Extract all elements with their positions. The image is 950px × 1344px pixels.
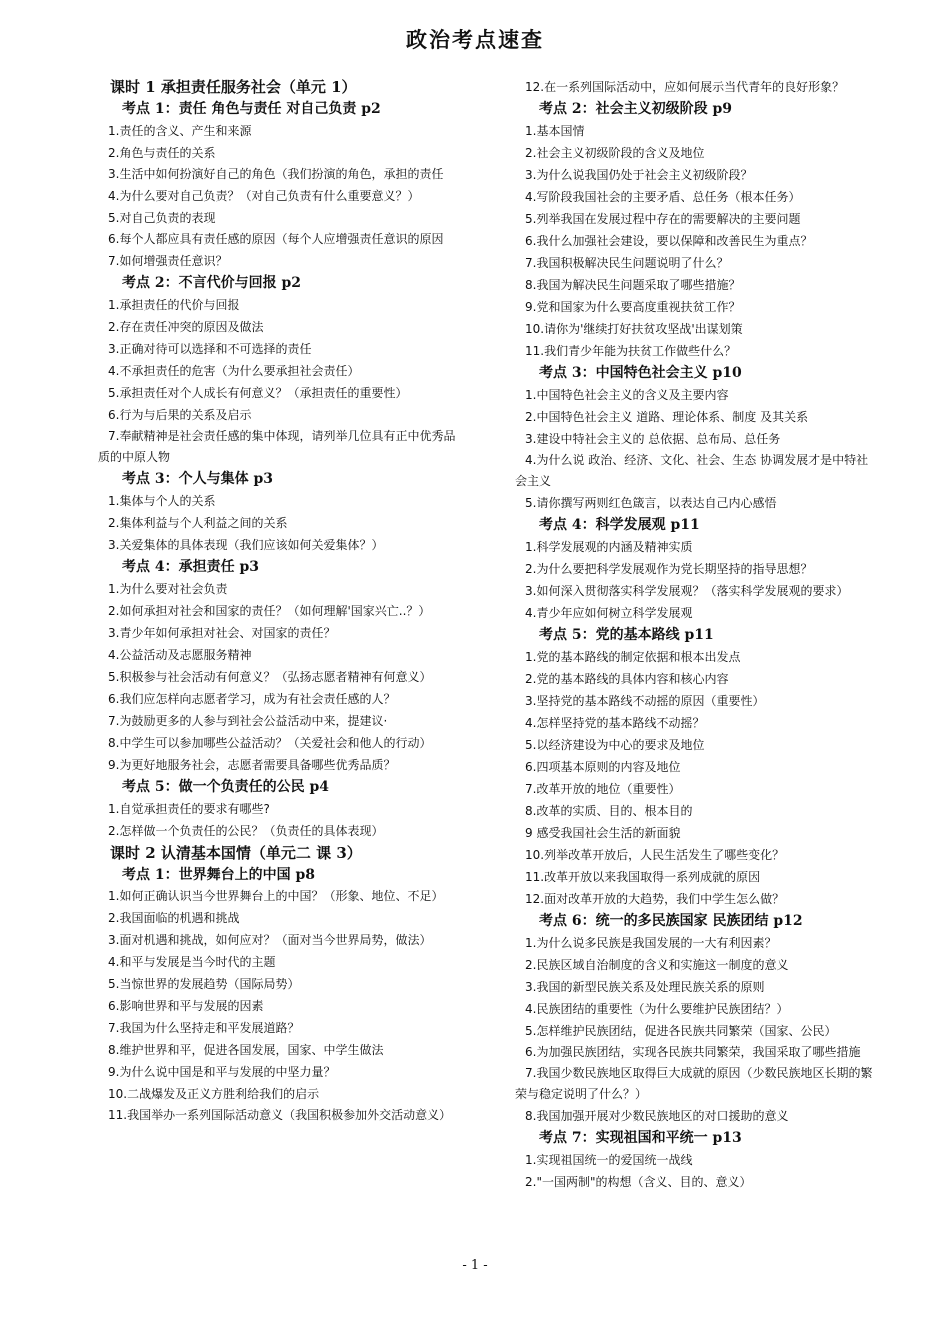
- right-column: [515, 76, 875, 1193]
- page-title: 政治考点速查: [406, 27, 544, 52]
- list-item: 7.为鼓励更多的人参与到社会公益活动中来，提建议·: [108, 714, 388, 728]
- keypoint-heading: 考点 4：科学发展观 p11: [539, 517, 700, 533]
- list-item: 4.为什么说 政治、经济、文化、社会、生态 协调发展才是中特社会主义: [515, 453, 869, 488]
- list-item: 5.以经济建设为中心的要求及地位: [525, 738, 705, 752]
- list-item: 2.怎样做一个负责任的公民？（负责任的具体表现）: [108, 824, 384, 838]
- list-item: 2.社会主义初级阶段的含义及地位: [525, 146, 705, 160]
- list-item: 8.改革的实质、目的、根本目的: [525, 804, 693, 818]
- keypoint-heading: 考点 3：中国特色社会主义 p10: [539, 365, 742, 381]
- list-item: 5.请你撰写两则红色箴言，以表达自己内心感悟: [525, 496, 777, 510]
- list-item: 3.青少年如何承担对社会、对国家的责任？: [108, 626, 336, 640]
- list-item: 7.奉献精神是社会责任感的集中体现，请列举几位具有正中优秀品质的中原人物: [98, 429, 456, 464]
- list-item: 1.为什么要对社会负责: [108, 582, 228, 596]
- left-column: [98, 76, 458, 1126]
- list-item: 1.承担责任的代价与回报: [108, 298, 240, 312]
- list-item: 4.青少年应如何树立科学发展观: [525, 606, 693, 620]
- lesson-heading: 课时 1 承担责任服务社会（单元 1）: [110, 78, 357, 96]
- list-item: 1.科学发展观的内涵及精神实质: [525, 540, 693, 554]
- keypoint-heading: 考点 2：不言代价与回报 p2: [122, 275, 302, 291]
- list-item: 7.我国少数民族地区取得巨大成就的原因（少数民族地区长期的繁荣与稳定说明了什么？）: [515, 1066, 873, 1101]
- list-item: 6.我们应怎样向志愿者学习，成为有社会责任感的人？: [108, 692, 396, 706]
- list-item: 4.为什么要对自己负责？（对自己负责有什么重要意义？）: [108, 189, 420, 203]
- page-number: - 1 -: [462, 1258, 488, 1273]
- list-item: 4.不承担责任的危害（为什么要承担社会责任）: [108, 364, 360, 378]
- list-item: 2.党的基本路线的具体内容和核心内容: [525, 672, 729, 686]
- list-item: 9 感受我国社会生活的新面貌: [525, 826, 681, 840]
- keypoint-heading: 考点 7：实现祖国和平统一 p13: [539, 1130, 742, 1146]
- list-item: 5.对自己负责的表现: [108, 211, 216, 225]
- list-item: 1.如何正确认识当今世界舞台上的中国？（形象、地位、不足）: [108, 889, 444, 903]
- list-item: 4.怎样坚持党的基本路线不动摇？: [525, 716, 705, 730]
- list-item: 3.坚持党的基本路线不动摇的原因（重要性）: [525, 694, 765, 708]
- list-item: 7.改革开放的地位（重要性）: [525, 782, 681, 796]
- list-item: 9.为什么说中国是和平与发展的中坚力量？: [108, 1065, 336, 1079]
- list-item: 10.列举改革开放后，人民生活发生了哪些变化？: [525, 848, 785, 862]
- list-item: 1.为什么说多民族是我国发展的一大有利因素？: [525, 936, 777, 950]
- keypoint-heading: 考点 5：党的基本路线 p11: [539, 627, 714, 643]
- list-item: 7.我国积极解决民生问题说明了什么？: [525, 256, 729, 270]
- list-item: 6.影响世界和平与发展的因素: [108, 999, 264, 1013]
- keypoint-heading: 考点 4：承担责任 p3: [122, 559, 260, 575]
- list-item: 6.每个人都应具有责任感的原因（每个人应增强责任意识的原因: [108, 232, 444, 246]
- list-item: 2."一国两制"的构想（含义、目的、意义）: [525, 1175, 752, 1189]
- list-item: 2.中国特色社会主义 道路、理论体系、制度 及其关系: [525, 410, 809, 424]
- list-item: 3.建设中特社会主义的 总依据、总布局、总任务: [525, 432, 781, 446]
- list-item: 3.关爱集体的具体表现（我们应该如何关爱集体？）: [108, 538, 384, 552]
- list-item: 11.改革开放以来我国取得一系列成就的原因: [525, 870, 761, 884]
- list-item: 4.写阶段我国社会的主要矛盾、总任务（根本任务）: [525, 190, 801, 204]
- list-item: 5.怎样维护民族团结，促进各民族共同繁荣（国家、公民）: [525, 1024, 837, 1038]
- lesson-heading: 课时 2 认清基本国情（单元二 课 3）: [110, 844, 362, 862]
- list-item: 1.责任的含义、产生和来源: [108, 124, 252, 138]
- list-item: 2.民族区域自治制度的含义和实施这一制度的意义: [525, 958, 789, 972]
- list-item: 2.为什么要把科学发展观作为党长期坚持的指导思想？: [525, 562, 813, 576]
- list-item: 5.当惊世界的发展趋势（国际局势）: [108, 977, 300, 991]
- list-item: 4.公益活动及志愿服务精神: [108, 648, 252, 662]
- list-item: 6.为加强民族团结，实现各民族共同繁荣，我国采取了哪些措施: [525, 1045, 861, 1059]
- list-item: 5.承担责任对个人成长有何意义？（承担责任的重要性）: [108, 386, 408, 400]
- list-item: 12.在一系列国际活动中，应如何展示当代青年的良好形象？: [525, 80, 845, 94]
- list-item: 3.为什么说我国仍处于社会主义初级阶段？: [525, 168, 753, 182]
- keypoint-heading: 考点 5：做一个负责任的公民 p4: [122, 779, 330, 795]
- keypoint-heading: 考点 6：统一的多民族国家 民族团结 p12: [539, 913, 803, 929]
- list-item: 1.自觉承担责任的要求有哪些?: [108, 802, 270, 816]
- list-item: 3.我国的新型民族关系及处理民族关系的原则: [525, 980, 765, 994]
- list-item: 6.行为与后果的关系及启示: [108, 408, 252, 422]
- list-item: 9.党和国家为什么要高度重视扶贫工作？: [525, 300, 741, 314]
- list-item: 1.集体与个人的关系: [108, 494, 216, 508]
- list-item: 3.生活中如何扮演好自己的角色（我们扮演的角色，承担的责任: [108, 167, 444, 181]
- list-item: 2.集体利益与个人利益之间的关系: [108, 516, 288, 530]
- list-item: 11.我国举办一系列国际活动意义（我国积极参加外交活动意义）: [108, 1108, 452, 1122]
- list-item: 10.请你为'继续打好扶贫攻坚战'出谋划策: [525, 322, 743, 336]
- list-item: 1.中国特色社会主义的含义及主要内容: [525, 388, 729, 402]
- list-item: 1.党的基本路线的制定依据和根本出发点: [525, 650, 741, 664]
- list-item: 9.为更好地服务社会，志愿者需要具备哪些优秀品质？: [108, 758, 396, 772]
- list-item: 3.正确对待可以选择和不可选择的责任: [108, 342, 312, 356]
- list-item: 7.我国为什么坚持走和平发展道路？: [108, 1021, 300, 1035]
- list-item: 11.我们青少年能为扶贫工作做些什么？: [525, 344, 737, 358]
- list-item: 2.我国面临的机遇和挑战: [108, 911, 240, 925]
- keypoint-heading: 考点 1：责任 角色与责任 对自己负责 p2: [122, 101, 381, 117]
- list-item: 7.如何增强责任意识？: [108, 254, 228, 268]
- list-item: 10.二战爆发及正义方胜利给我们的启示: [108, 1087, 320, 1101]
- keypoint-heading: 考点 1：世界舞台上的中国 p8: [122, 867, 316, 883]
- list-item: 1.实现祖国统一的爱国统一战线: [525, 1153, 693, 1167]
- list-item: 2.角色与责任的关系: [108, 146, 216, 160]
- list-item: 3.如何深入贯彻落实科学发展观？（落实科学发展观的要求）: [525, 584, 849, 598]
- list-item: 8.我国为解决民生问题采取了哪些措施？: [525, 278, 741, 292]
- list-item: 6.我什么加强社会建设，要以保障和改善民生为重点？: [525, 234, 813, 248]
- list-item: 5.列举我国在发展过程中存在的需要解决的主要问题: [525, 212, 801, 226]
- list-item: 6.四项基本原则的内容及地位: [525, 760, 681, 774]
- list-item: 4.和平与发展是当今时代的主题: [108, 955, 276, 969]
- list-item: 4.民族团结的重要性（为什么要维护民族团结？）: [525, 1002, 789, 1016]
- list-item: 12.面对改革开放的大趋势，我们中学生怎么做？: [525, 892, 785, 906]
- list-item: 8.中学生可以参加哪些公益活动？（关爱社会和他人的行动）: [108, 736, 432, 750]
- list-item: 1.基本国情: [525, 124, 585, 138]
- list-item: 2.存在责任冲突的原因及做法: [108, 320, 264, 334]
- keypoint-heading: 考点 2：社会主义初级阶段 p9: [539, 101, 733, 117]
- list-item: 2.如何承担对社会和国家的责任？（如何理解'国家兴亡..？）: [108, 604, 431, 618]
- list-item: 5.积极参与社会活动有何意义？（弘扬志愿者精神有何意义）: [108, 670, 432, 684]
- list-item: 8.维护世界和平，促进各国发展，国家、中学生做法: [108, 1043, 384, 1057]
- list-item: 3.面对机遇和挑战，如何应对？（面对当今世界局势，做法）: [108, 933, 432, 947]
- keypoint-heading: 考点 3：个人与集体 p3: [122, 471, 274, 487]
- list-item: 8.我国加强开展对少数民族地区的对口援助的意义: [525, 1109, 789, 1123]
